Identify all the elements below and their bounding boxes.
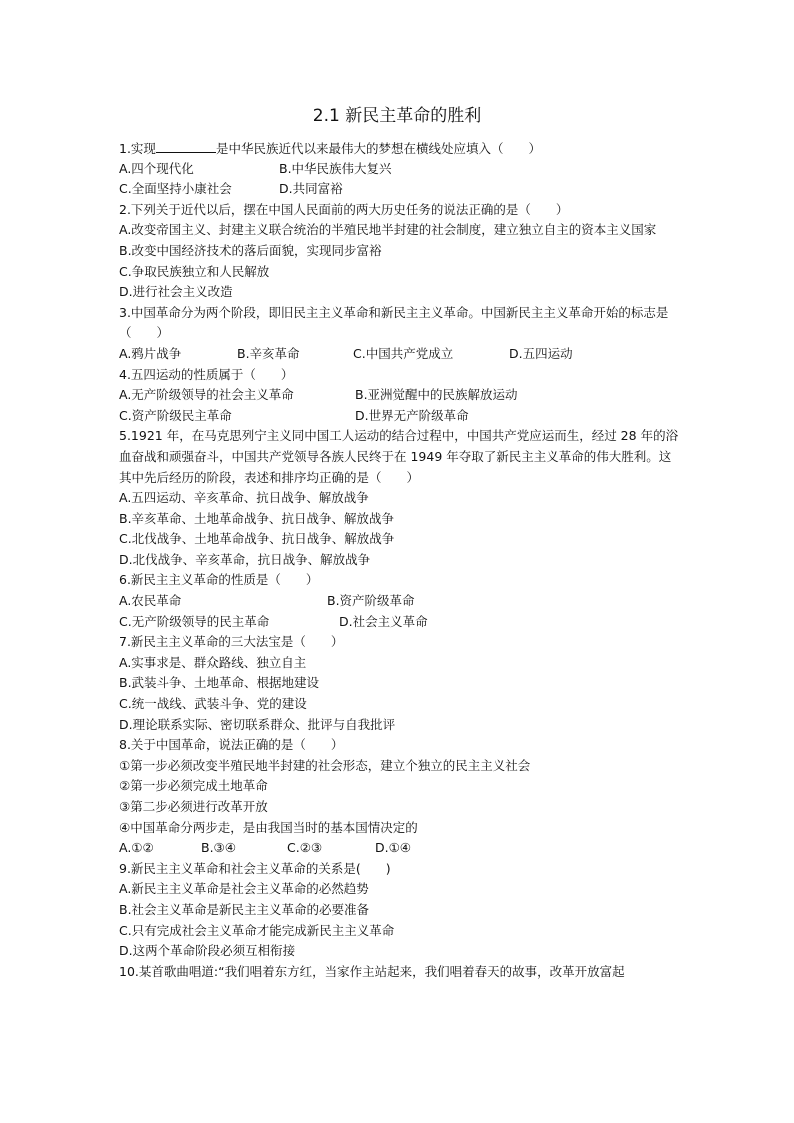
question-4-options-row2 bbox=[119, 406, 679, 427]
question-2-option-b: B.改变中国经济技术的落后面貌，实现同步富裕 bbox=[119, 242, 382, 258]
question-6-options-row1 bbox=[119, 591, 679, 612]
question-8-option-a: A.①② bbox=[119, 840, 154, 856]
question-1-stem-after: 是中华民族近代以来最伟大的梦想在横线处应填入（ ） bbox=[215, 141, 541, 156]
question-8-options bbox=[119, 838, 679, 859]
question-7-option-d: D.理论联系实际、密切联系群众、批评与自我批评 bbox=[119, 716, 396, 732]
question-9-option-b: B.社会主义革命是新民主主义革命的必要准备 bbox=[119, 901, 370, 917]
question-4-option-d: D.世界无产阶级革命 bbox=[355, 407, 469, 423]
question-4-option-b: B.亚洲觉醒中的民族解放运动 bbox=[355, 387, 518, 403]
question-5-stem: 5.1921 年，在马克思列宁主义同中国工人运动的结合过程中，中国共产党应运而生，经过 28 年的浴血奋战和顽强奋斗，中国共产党领导各族人民终于在 1949 年夺取了新民主主义革命的伟大胜利。这其中先后经历的阶段，表述和排序均正确的是（ ） bbox=[119, 428, 679, 485]
question-7-option-b: B.武装斗争、土地革命、根据地建设 bbox=[119, 675, 320, 691]
question-3-option-b: B.辛亥革命 bbox=[237, 345, 300, 361]
question-5-option-a: A.五四运动、辛亥革命、抗日战争、解放战争 bbox=[119, 490, 369, 506]
question-8-statement-1: ①第一步必须改变半殖民地半封建的社会形态，建立个独立的民主主义社会 bbox=[119, 757, 531, 773]
question-8-stem: 8.关于中国革命，说法正确的是（ ） bbox=[119, 737, 344, 753]
question-4-option-c: C.资产阶级民主革命 bbox=[119, 407, 232, 423]
question-6-stem: 6.新民主主义革命的性质是（ ） bbox=[119, 572, 319, 588]
question-2-option-a: A.改变帝国主义、封建主义联合统治的半殖民地半封建的社会制度，建立独立自主的资本主义国家 bbox=[119, 222, 657, 238]
answer-blank bbox=[156, 138, 216, 153]
question-4-option-a: A.无产阶级领导的社会主义革命 bbox=[119, 387, 294, 403]
question-8-option-c: C.②③ bbox=[287, 840, 323, 856]
question-8-statement-2: ②第一步必须完成土地革命 bbox=[119, 778, 268, 794]
question-2-option-d: D.进行社会主义改造 bbox=[119, 284, 233, 300]
question-7-option-c: C.统一战线、武装斗争、党的建设 bbox=[119, 696, 307, 712]
question-7-option-a: A.实事求是、群众路线、独立自主 bbox=[119, 654, 307, 670]
question-1-options-row1 bbox=[119, 159, 679, 180]
question-8-option-d: D.①④ bbox=[375, 840, 412, 856]
question-3-option-c: C.中国共产党成立 bbox=[353, 345, 454, 361]
question-8-statement-4: ④中国革命分两步走，是由我国当时的基本国情决定的 bbox=[119, 819, 418, 835]
question-9-option-c: C.只有完成社会主义革命才能完成新民主主义革命 bbox=[119, 922, 395, 938]
question-list bbox=[119, 138, 679, 982]
question-3-option-d: D.五四运动 bbox=[509, 345, 573, 361]
question-9-option-a: A.新民主主义革命是社会主义革命的必然趋势 bbox=[119, 881, 369, 897]
question-10-stem: 10.某首歌曲唱道:“我们唱着东方红，当家作主站起来，我们唱着春天的故事，改革开放富起 bbox=[119, 963, 625, 979]
page-title: 2.1 新民主革命的胜利 bbox=[312, 106, 482, 126]
question-4-options-row1 bbox=[119, 385, 679, 406]
question-6-option-b: B.资产阶级革命 bbox=[327, 593, 415, 609]
question-1-stem-before: 1.实现 bbox=[119, 141, 156, 156]
question-6-option-c: C.无产阶级领导的民主革命 bbox=[119, 613, 270, 629]
question-1-option-b: B.中华民族伟大复兴 bbox=[279, 160, 392, 176]
question-6-options-row2 bbox=[119, 612, 679, 633]
question-1-options-row2 bbox=[119, 179, 679, 200]
question-5-option-b: B.辛亥革命、土地革命战争、抗日战争、解放战争 bbox=[119, 510, 395, 526]
question-1-stem bbox=[119, 138, 679, 159]
question-3-options bbox=[119, 344, 679, 365]
question-8-statement-3: ③第二步必须进行改革开放 bbox=[119, 799, 268, 814]
question-9-stem: 9.新民主主义革命和社会主义革命的关系是( ) bbox=[119, 860, 391, 876]
question-6-option-d: D.社会主义革命 bbox=[339, 613, 428, 629]
question-5-option-d: D.北伐战争、辛亥革命，抗日战争、解放战争 bbox=[119, 551, 371, 567]
question-3-option-a: A.鸦片战争 bbox=[119, 345, 182, 361]
question-1-option-c: C.全面坚持小康社会 bbox=[119, 181, 232, 197]
question-2-stem: 2.下列关于近代以后，摆在中国人民面前的两大历史任务的说法正确的是（ ） bbox=[119, 201, 569, 217]
question-6-option-a: A.农民革命 bbox=[119, 593, 182, 609]
question-1-option-d: D.共同富裕 bbox=[279, 181, 343, 197]
question-2-option-c: C.争取民族独立和人民解放 bbox=[119, 263, 270, 279]
question-7-stem: 7.新民主主义革命的三大法宝是（ ） bbox=[119, 634, 344, 650]
question-9-option-d: D.这两个革命阶段必须互相衔接 bbox=[119, 943, 296, 959]
question-3-stem: 3.中国革命分为两个阶段，即旧民主主义革命和新民主主义革命。中国新民主主义革命开始的标志是（ ） bbox=[119, 304, 669, 341]
question-1-option-a: A.四个现代化 bbox=[119, 160, 194, 176]
question-5-option-c: C.北伐战争、土地革命战争、抗日战争、解放战争 bbox=[119, 531, 395, 547]
question-8-option-b: B.③④ bbox=[201, 840, 236, 856]
question-4-stem: 4.五四运动的性质属于（ ） bbox=[119, 366, 294, 382]
